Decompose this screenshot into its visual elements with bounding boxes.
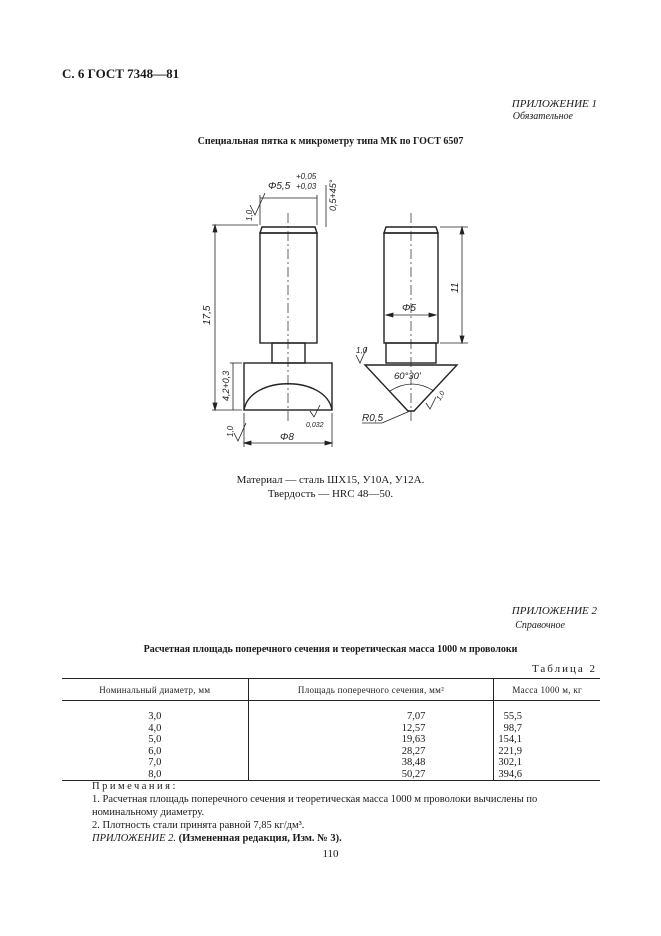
note-2: 2. Плотность стали принята равной 7,85 кг/дм³. (92, 820, 305, 831)
cell-mass: 394,6 (494, 769, 600, 781)
label-tol-lower: +0,03 (296, 182, 317, 191)
label-tol-upper: +0,05 (296, 172, 317, 181)
label-roughness-0032: 0,032 (306, 422, 324, 429)
table-row (62, 746, 600, 758)
header-area: Площадь поперечного сечения, мм² (248, 679, 494, 701)
table-header-row (62, 679, 600, 701)
label-05: 0,5+45° (328, 179, 338, 211)
table-row (62, 769, 600, 781)
cell-mass: 55,5 (494, 701, 600, 723)
page-header: С. 6 ГОСТ 7348—81 (62, 66, 180, 81)
hardness-line: Твердость — HRC 48—50. (267, 488, 394, 500)
header-diameter: Номинальный диаметр, мм (62, 679, 248, 701)
appendix2-subtitle: Справочное (515, 620, 565, 631)
label-42: 4,2+0,3 (221, 370, 231, 401)
label-roughness-top: 1,0 (245, 209, 254, 221)
table-label: Таблица 2 (531, 663, 597, 675)
label-roughness-tip: 1,0 (435, 390, 447, 402)
appendix1-title: ПРИЛОЖЕНИЕ 1 (511, 98, 597, 110)
cell-area: 19,63 (248, 734, 494, 746)
label-phi8: Φ8 (280, 432, 294, 443)
note-1: 1. Расчетная площадь поперечного сечения и теоретическая масса 1000 м проволоки вычислены по номинальному диаметру. (92, 794, 538, 818)
table-row (62, 757, 600, 769)
appendix2-title: ПРИЛОЖЕНИЕ 2 (511, 605, 597, 617)
header-mass: Масса 1000 м, кг (494, 679, 600, 701)
table-row (62, 734, 600, 746)
label-175: 17,5 (202, 305, 213, 325)
change-reference (92, 832, 602, 845)
change-ref-bold: (Измененная редакция, Изм. № 3). (178, 833, 342, 844)
cell-mass: 302,1 (494, 757, 600, 769)
cell-diameter: 6,0 (148, 745, 162, 757)
cell-area: 12,57 (248, 723, 494, 735)
notes-title: Примечания: (92, 781, 178, 792)
appendix2-heading: Расчетная площадь поперечного сечения и теоретическая масса 1000 м проволоки (143, 644, 518, 655)
material-line: Материал — сталь ШХ15, У10А, У12А. (236, 474, 425, 486)
cell-mass: 98,7 (494, 723, 600, 735)
cell-diameter: 7,0 (148, 757, 162, 768)
label-radius: R0,5 (362, 413, 384, 424)
cell-area: 50,27 (248, 769, 494, 781)
label-roughness-right: 1,0 (356, 346, 368, 355)
label-phi5: Φ5 (402, 303, 416, 314)
shank-body (260, 233, 317, 343)
cell-diameter: 8,0 (62, 769, 248, 781)
table-row (62, 723, 600, 735)
change-ref-italic: ПРИЛОЖЕНИЕ 2. (92, 833, 176, 844)
appendix1-heading: Специальная пятка к микрометру типа МК по ГОСТ 6507 (197, 136, 464, 147)
technical-drawing (200, 165, 490, 455)
label-11: 11 (450, 282, 461, 293)
cell-area: 38,48 (248, 757, 494, 769)
label-angle: 60°30' (394, 371, 421, 382)
label-roughness-bottom: 1,0 (226, 425, 235, 437)
notes-block (92, 780, 602, 845)
cell-diameter: 4,0 (148, 722, 162, 734)
shank-chamfer (260, 227, 317, 233)
cell-diameter: 3,0 (148, 711, 162, 722)
cell-diameter: 5,0 (148, 734, 162, 745)
appendix1-subtitle: Обязательное (512, 111, 573, 122)
cell-area: 28,27 (248, 746, 494, 758)
label-phi55: Φ5,5 (268, 181, 291, 192)
table-row (62, 701, 600, 723)
cell-mass: 221,9 (494, 746, 600, 758)
page-number: 110 (322, 848, 339, 860)
cell-mass: 154,1 (494, 734, 600, 746)
cell-area: 7,07 (248, 701, 494, 723)
shank-neck (272, 343, 305, 363)
data-table (62, 678, 600, 781)
